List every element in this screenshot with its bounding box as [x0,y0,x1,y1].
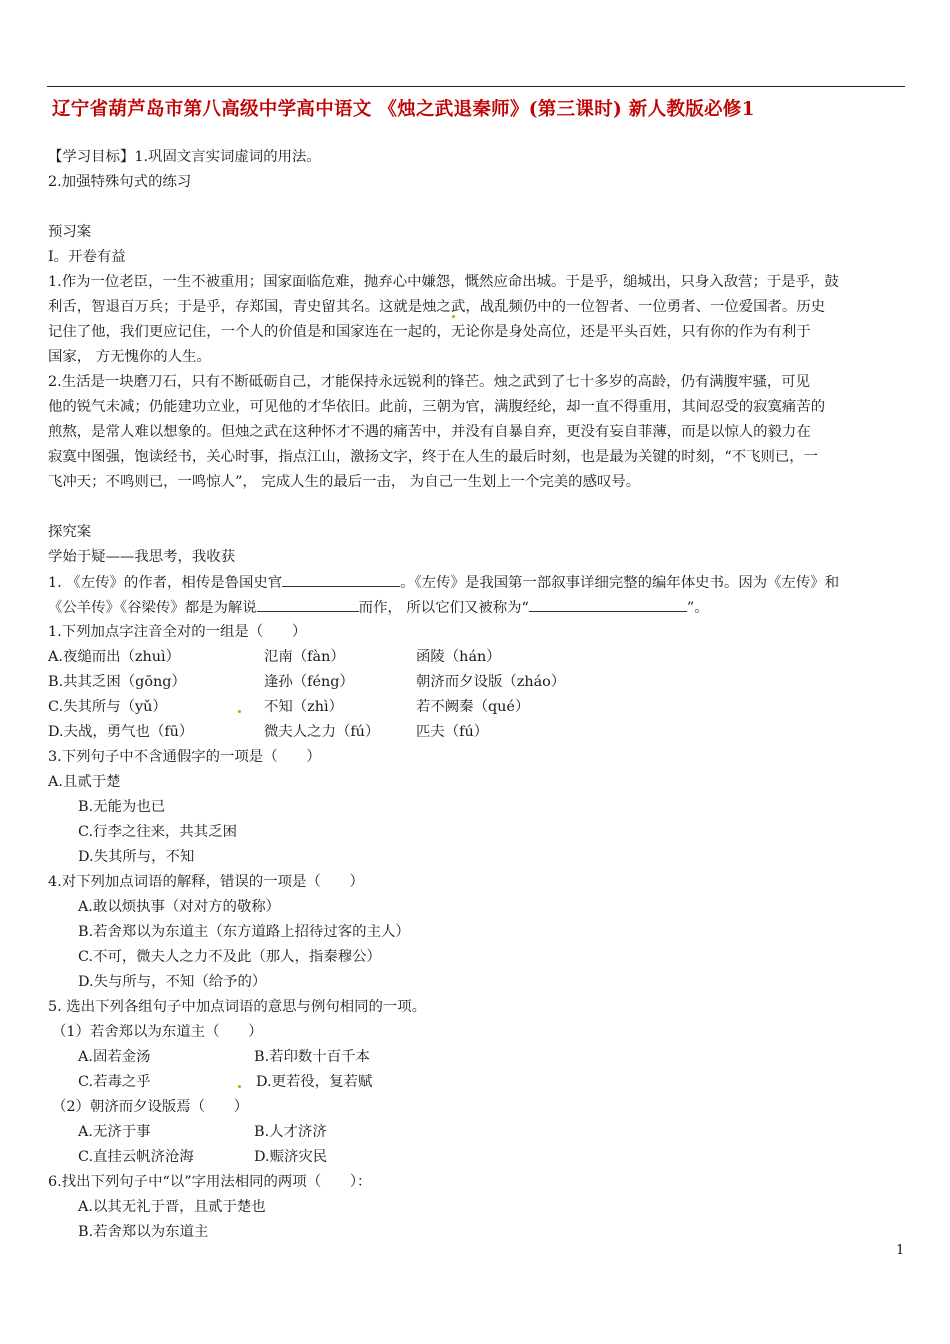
page-number: 1 [896,1243,905,1258]
emphasis-dot [452,315,455,318]
question-6-option-b: B.若舍郑以为东道主 [78,1224,209,1240]
option-text: 函陵（hán） [416,649,501,665]
emphasis-dot [238,710,241,713]
option-text: 氾南（fàn） [264,649,345,665]
option-c: C.若毒之乎 [78,1074,151,1090]
paragraph-2-line: 2.生活是一块磨刀石，只有不断砥砺自己，才能保持永远锐利的锋芒。烛之武到了七十多岁的高龄，仍有满腹牢骚，可见 [48,374,811,390]
goals-line-2: 2.加强特殊句式的练习 [48,174,192,190]
header-rule [47,86,905,87]
fill-text: ”。 [686,600,709,616]
option-c: C.直挂云帆济沧海 [78,1149,194,1165]
emphasis-dot [238,1085,241,1088]
fill-text: 。《左传》是我国第一部叙事详细完整的编年体史书。因为《左传》和 [400,575,840,591]
explore-subheading: 学始于疑——我思考，我收获 [48,549,236,565]
option-text: 匹夫（fú） [416,724,489,740]
option-b: B.共其乏困（gōng） [48,674,186,690]
option-a: A.固若金汤 [78,1049,151,1065]
question-4-option-b: B.若舍郑以为东道主（东方道路上招待过客的主人） [78,924,410,940]
paragraph-2-line: 寂寞中图强，饱读经书，关心时事，指点江山，激扬文字，终于在人生的最后时刻，也是最为关键的时刻，“不飞则已，一 [48,449,819,465]
question-4-option-a: A.敢以烦执事（对对方的敬称） [78,899,281,915]
question-5-stem: 5. 选出下列各组句子中加点词语的意思与例句相同的一项。 [48,999,427,1015]
answer-blank[interactable] [282,572,400,587]
answer-blank[interactable] [529,597,687,612]
option-b: B.人才济济 [254,1124,327,1140]
question-4-stem: 4.对下列加点词语的解释，错误的一项是（ ） [48,874,364,890]
preview-heading: 预习案 [48,224,92,240]
fill-text: 1. 《左传》的作者，相传是鲁国史官 [48,575,283,591]
option-text: 若不阙秦（qué） [416,699,530,715]
option-text: 微夫人之力（fú） [264,724,380,740]
question-6-option-a: A.以其无礼于晋，且贰于楚也 [78,1199,266,1215]
option-a: A.夜缒而出（zhuì） [48,649,181,665]
option-d: D.夫战，勇气也（fū） [48,724,194,740]
option-text: 朝济而夕设版（zháo） [416,674,566,690]
explore-heading: 探究案 [48,524,92,540]
question-5-sub-1: （1）若舍郑以为东道主（ ） [52,1024,263,1040]
question-1-stem: 1.下列加点字注音全对的一组是（ ） [48,624,307,640]
option-a: A.无济于事 [78,1124,151,1140]
question-3-stem: 3.下列句子中不含通假字的一项是（ ） [48,749,321,765]
option-d: D.赈济灾民 [254,1149,328,1165]
question-3-option-d: D.失其所与，不知 [78,849,195,865]
document-title: 辽宁省葫芦岛市第八高级中学高中语文 《烛之武退秦师》(第三课时) 新人教版必修1 [52,99,755,120]
question-3-option-b: B.无能为也已 [78,799,166,815]
paragraph-2-line: 煎熬，是常人难以想象的。但烛之武在这种怀才不遇的痛苦中，并没有自暴自弃，更没有妄自菲薄，而是以惊人的毅力在 [48,424,811,440]
question-4-option-c: C.不可，微夫人之力不及此（那人，指秦穆公） [78,949,381,965]
question-6-stem: 6.找出下列句子中“以”字用法相同的两项（ ）： [48,1174,372,1190]
paragraph-1-line: 记住了他，我们更应记住，一个人的价值是和国家连在一起的，无论你是身处高位，还是平头百姓，只有你的作为有利于 [48,324,811,340]
fill-text: 《公羊传》《谷梁传》都是为解说 [48,600,257,616]
paragraph-1-line: 国家， 方无愧你的人生。 [48,349,211,365]
paragraph-2-line: 他的锐气未减；仍能建功立业，可见他的才华依旧。此前，三朝为官，满腹经纶，却一直不得重用，其间忍受的寂寞痛苦的 [48,399,826,415]
option-text: 逢孙（féng） [264,674,354,690]
preview-subheading: Ⅰ。开卷有益 [48,249,126,265]
question-5-sub-2: （2）朝济而夕设版焉（ ） [52,1099,249,1115]
fill-text: 而作， 所以它们又被称为“ [358,600,529,616]
question-3-option-a: A.且贰于楚 [48,774,121,790]
question-3-option-c: C.行李之往来，共其乏困 [78,824,237,840]
option-text: 不知（zhì） [264,699,344,715]
option-d: D.更若役，复若赋 [256,1074,373,1090]
answer-blank[interactable] [257,597,359,612]
paragraph-2-line: 飞冲天；不鸣则已，一鸣惊人”， 完成人生的最后一击， 为自己一生划上一个完美的感叹号。 [48,474,641,490]
goals-line-1: 【学习目标】1.巩固文言实词虚词的用法。 [48,149,321,165]
option-c: C.失其所与（yǔ） [48,699,167,715]
fill-blank-line-1 [48,572,839,593]
question-4-option-d: D.失与所与，不知（给予的） [78,974,267,990]
option-b: B.若印数十百千本 [254,1049,370,1065]
paragraph-1-line: 1.作为一位老臣，一生不被重用；国家面临危难，抛弃心中嫌怨，慨然应命出城。于是乎，缒城出，只身入敌营；于是乎，鼓 [48,274,839,290]
paragraph-1-line: 利舌，智退百万兵；于是乎，存郑国，青史留其名。这就是烛之武，战乱频仍中的一位智者、一位勇者、一位爱国者。历史 [48,299,826,315]
fill-blank-line-2 [48,597,709,618]
